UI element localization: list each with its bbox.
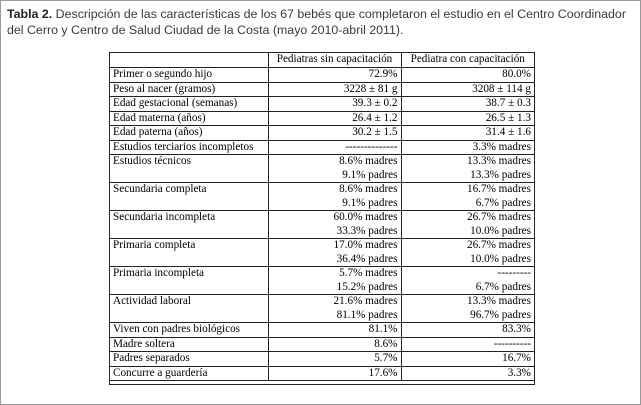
table-body — [110, 68, 534, 381]
cell-con-capacitacion: 3.3% madres — [401, 140, 534, 155]
cell-con-capacitacion: 10.0% padres — [401, 253, 534, 267]
cell-sin-capacitacion: 30.2 ± 1.5 — [268, 126, 401, 141]
header-empty — [110, 53, 268, 68]
cell-con-capacitacion: 3208 ± 114 g — [401, 82, 534, 97]
table-row — [110, 211, 534, 225]
cell-sin-capacitacion: 81.1% — [268, 323, 401, 338]
cell-con-capacitacion: 13.3% madres — [401, 295, 534, 309]
table-row — [110, 126, 534, 141]
table-row — [110, 295, 534, 309]
row-label — [110, 197, 268, 211]
row-label — [110, 281, 268, 295]
table-row — [110, 267, 534, 281]
table-row — [110, 253, 534, 267]
cell-con-capacitacion: 6.7% padres — [401, 197, 534, 211]
cell-con-capacitacion: 26.7% madres — [401, 211, 534, 225]
cell-con-capacitacion: 38.7 ± 0.3 — [401, 97, 534, 112]
row-label: Edad materna (años) — [110, 111, 268, 126]
cell-con-capacitacion: 26.5 ± 1.3 — [401, 111, 534, 126]
header-sin-capacitacion: Pediatras sin capacitación — [268, 53, 401, 68]
cell-sin-capacitacion: 33.3% padres — [268, 225, 401, 239]
cell-sin-capacitacion: 81.1% padres — [268, 309, 401, 323]
cell-con-capacitacion: 31.4 ± 1.6 — [401, 126, 534, 141]
table-row — [110, 140, 534, 155]
data-table-container — [109, 52, 535, 385]
row-label: Secundaria completa — [113, 183, 207, 195]
cell-sin-capacitacion: 8.6% — [268, 337, 401, 352]
cell-sin-capacitacion: 5.7% madres — [268, 267, 401, 281]
cell-con-capacitacion: ---------- — [401, 337, 534, 352]
cell-con-capacitacion: 26.7% madres — [401, 239, 534, 253]
row-label: Estudios técnicos — [113, 155, 191, 167]
table-row — [110, 281, 534, 295]
row-label: Estudios terciarios incompletos — [110, 140, 268, 155]
cell-sin-capacitacion: 15.2% padres — [268, 281, 401, 295]
cell-con-capacitacion: 96.7% padres — [401, 309, 534, 323]
cell-con-capacitacion: 80.0% — [401, 68, 534, 83]
cell-sin-capacitacion: 36.4% padres — [268, 253, 401, 267]
table-row — [110, 366, 534, 381]
header-con-capacitacion: Pediatra con capacitación — [401, 53, 534, 68]
row-label — [110, 309, 268, 323]
cell-con-capacitacion: 6.7% padres — [401, 281, 534, 295]
row-label: Secundaria incompleta — [113, 211, 216, 223]
cell-sin-capacitacion: -------------- — [268, 140, 401, 155]
cell-con-capacitacion: 13.3% madres — [401, 155, 534, 169]
table-row — [110, 183, 534, 197]
row-label: Primaria completa — [113, 239, 196, 251]
cell-sin-capacitacion: 60.0% madres — [268, 211, 401, 225]
row-label: Padres separados — [110, 352, 268, 367]
cell-con-capacitacion: 3.3% — [401, 366, 534, 381]
cell-sin-capacitacion: 8.6% madres — [268, 155, 401, 169]
row-label — [110, 253, 268, 267]
row-label: Madre soltera — [110, 337, 268, 352]
cell-sin-capacitacion: 8.6% madres — [268, 183, 401, 197]
row-label — [110, 225, 268, 239]
cell-con-capacitacion: 83.3% — [401, 323, 534, 338]
table-row — [110, 337, 534, 352]
table-row — [110, 169, 534, 183]
caption-text: Descripción de las características de los 67 bebés que completaron el estudio en el Centro Coordinador del Cerro y Centro de Salud Ciudad de la Costa (mayo 2010-abril 2011). — [7, 7, 626, 37]
table-row — [110, 197, 534, 211]
table-row — [110, 82, 534, 97]
cell-con-capacitacion: 10.0% padres — [401, 225, 534, 239]
cell-sin-capacitacion: 17.6% — [268, 366, 401, 381]
table-row — [110, 155, 534, 169]
table-row — [110, 352, 534, 367]
cell-con-capacitacion: 16.7% — [401, 352, 534, 367]
cell-sin-capacitacion: 5.7% — [268, 352, 401, 367]
row-label: Primaria incompleta — [113, 267, 205, 279]
row-label: Primer o segundo hijo — [110, 68, 268, 83]
row-label: Concurre a guardería — [110, 366, 268, 381]
cell-con-capacitacion: 16.7% madres — [401, 183, 534, 197]
table-row — [110, 323, 534, 338]
cell-sin-capacitacion: 39.3 ± 0.2 — [268, 97, 401, 112]
table-row — [110, 225, 534, 239]
table-row — [110, 97, 534, 112]
row-label: Peso al nacer (gramos) — [110, 82, 268, 97]
data-table — [110, 53, 534, 381]
cell-sin-capacitacion: 72.9% — [268, 68, 401, 83]
cell-sin-capacitacion: 17.0% madres — [268, 239, 401, 253]
cell-con-capacitacion: --------- — [401, 267, 534, 281]
table-header-row — [110, 53, 534, 68]
caption-label: Tabla 2. — [7, 7, 53, 21]
cell-sin-capacitacion: 9.1% padres — [268, 197, 401, 211]
cell-con-capacitacion: 13.3% padres — [401, 169, 534, 183]
row-label: Edad gestacional (semanas) — [110, 97, 268, 112]
cell-sin-capacitacion: 3228 ± 81 g — [268, 82, 401, 97]
cell-sin-capacitacion: 9.1% padres — [268, 169, 401, 183]
row-label — [110, 169, 268, 183]
table-row — [110, 68, 534, 83]
cell-sin-capacitacion: 21.6% madres — [268, 295, 401, 309]
cell-sin-capacitacion: 26.4 ± 1.2 — [268, 111, 401, 126]
row-label: Edad paterna (años) — [110, 126, 268, 141]
row-label: Viven con padres biológicos — [110, 323, 268, 338]
table-row — [110, 111, 534, 126]
table-caption — [7, 6, 637, 38]
row-label: Actividad laboral — [113, 295, 191, 307]
table-row — [110, 309, 534, 323]
table-row — [110, 239, 534, 253]
